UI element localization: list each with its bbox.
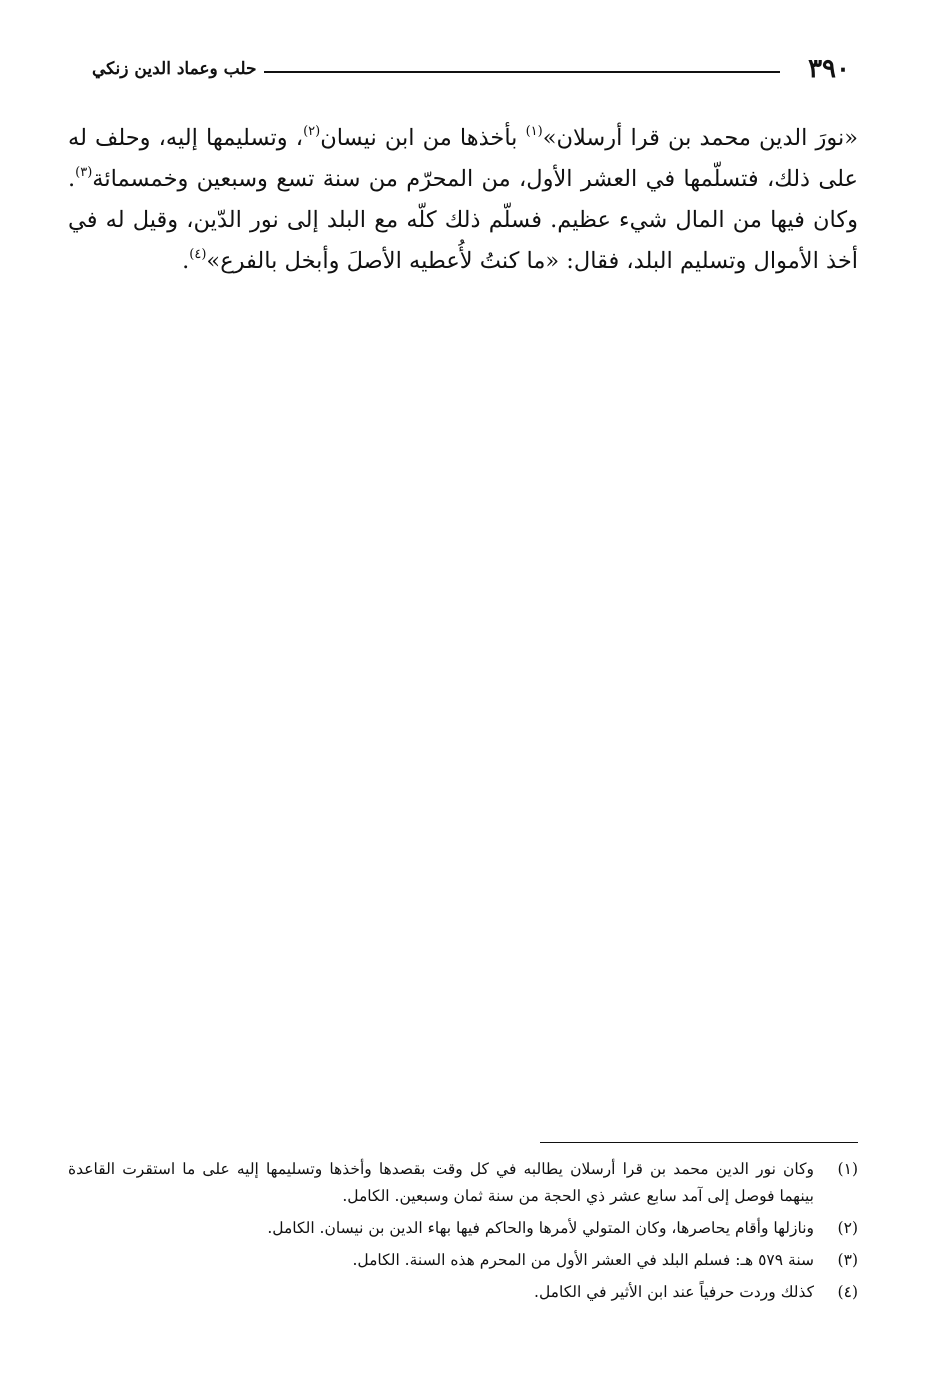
footnote-1 [68, 1156, 858, 1210]
body-paragraph [68, 118, 858, 282]
running-title: حلب وعماد الدين زنكي [92, 59, 257, 79]
footnote-reference-2: (٢) [303, 123, 321, 139]
footnote-reference-3: (٣) [75, 164, 93, 180]
footnote-separator [540, 1142, 858, 1143]
footnote-marker: (٤) [837, 1283, 858, 1301]
page-number: ٣٩٠ [808, 54, 850, 84]
body-text-segment: . [182, 248, 190, 274]
body-text-segment: بأخذها من ابن نيسان [320, 125, 526, 151]
body-text-segment: ، وتسليمها إليه، وحلف له على ذلك، فتسلّمها في العشر الأول، من المحرّم من سنة تسع وسبعين وخمسمائة [68, 125, 858, 192]
main-text [68, 118, 858, 282]
footnote-text: وكان نور الدين محمد بن قرا أرسلان يطالبه في كل وقت بقصدها وأخذها وتسليمها إليه على ما استقرت القاعدة بينهما فوصل إلى آمد سابع عشر ذي الحجة من سنة ثمان وسبعين. الكامل. [68, 1160, 814, 1205]
footnote-text: كذلك وردت حرفياً عند ابن الأثير في الكامل. [534, 1283, 814, 1301]
footnote-reference-4: (٤) [189, 246, 207, 262]
footnote-2 [68, 1215, 858, 1242]
footnote-marker: (٣) [837, 1251, 858, 1269]
footnote-reference-1: (١) [525, 123, 543, 139]
footnote-text: سنة ٥٧٩ هـ: فسلم البلد في العشر الأول من المحرم هذه السنة. الكامل. [352, 1251, 814, 1269]
running-header [92, 52, 850, 92]
footnote-marker: (٢) [837, 1219, 858, 1237]
footnotes [68, 1156, 858, 1311]
footnote-marker: (١) [837, 1160, 858, 1178]
header-rule [264, 71, 780, 73]
body-text-segment: «نورَ الدين محمد بن قرا أرسلان» [542, 125, 858, 151]
footnote-3 [68, 1247, 858, 1274]
footnote-4 [68, 1279, 858, 1306]
footnote-text: ونازلها وأقام يحاصرها، وكان المتولي لأمرها والحاكم فيها بهاء الدين بن نيسان. الكامل. [267, 1219, 814, 1237]
body-text-segment: . وكان فيها من المال شيء عظيم. فسلّم ذلك كلّه مع البلد إلى نور الدّين، وقيل له في أخذ الأموال وتسليم البلد، فقال: «ما كنتُ لأُعطيه الأصلَ وأبخل بالفرع» [68, 166, 858, 274]
